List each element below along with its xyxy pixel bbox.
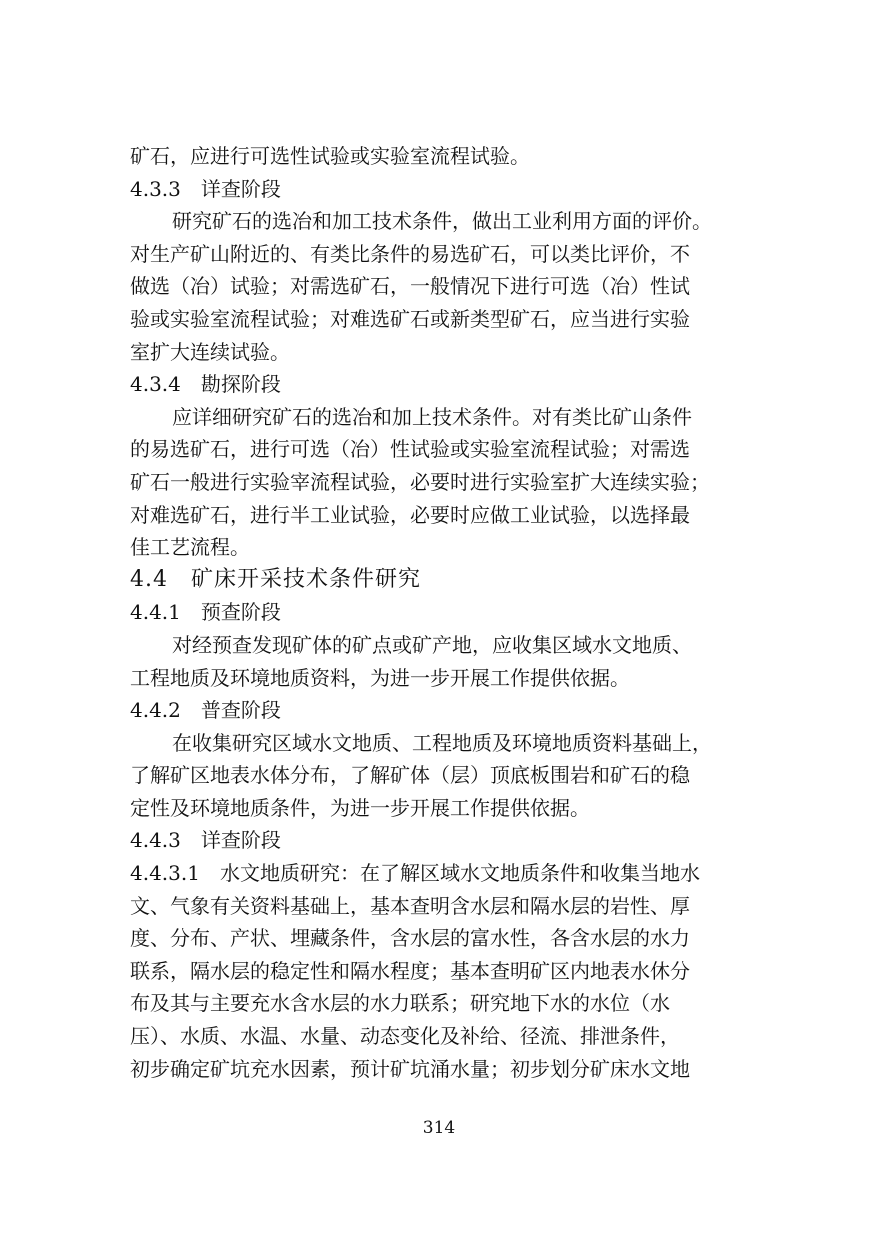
paragraph-first-line: 应详细研究矿石的选冶和加上技术条件。对有类比矿山条件 [172, 404, 692, 429]
paragraph-first-line: 在收集研究区域水文地质、工程地质及环境地质资料基础上， [172, 730, 712, 755]
subsection-heading: 4.3.4 勘探阶段 [130, 372, 281, 397]
subsection-heading: 4.4.1 预查阶段 [130, 600, 281, 625]
body-text [130, 140, 746, 1085]
text-line: 联系，隔水层的稳定性和隔水程度；基本查明矿区内地表水休分 [130, 958, 690, 983]
text-line: 初步确定矿坑充水因素，预计矿坑涌水量；初步划分矿床水文地 [130, 1056, 690, 1081]
text-line: 定性及环境地质条件，为进一步开展工作提供依据。 [130, 795, 590, 820]
text-line: 做选（冶）试验；对需选矿石，一般情况下进行可选（冶）性试 [130, 274, 690, 299]
paragraph-first-line: 研究矿石的选冶和加工技术条件，做出工业利用方面的评价。 [172, 209, 712, 234]
text-line: 室扩大连续试验。 [130, 339, 290, 364]
text-line: 对难选矿石，进行半工业试验，必要时应做工业试验，以选择最 [130, 502, 690, 527]
text-line: 对生产矿山附近的、有类比条件的易选矿石，可以类比评价，不 [130, 241, 690, 266]
text-line: 佳工艺流程。 [130, 535, 250, 560]
text-line: 压）、水质、水温、水量、动态变化及补给、径流、排泄条件， [130, 1024, 680, 1049]
text-line: 验或实验室流程试验；对难选矿石或新类型矿石，应当进行实验 [130, 306, 690, 331]
paragraph-first-line: 对经预查发现矿体的矿点或矿产地，应收集区域水文地质、 [172, 632, 692, 657]
text-line: 的易选矿石，进行可选（冶）性试验或实验室流程试验；对需选 [130, 437, 690, 462]
subsection-heading: 4.4.3 详查阶段 [130, 828, 281, 853]
text-line: 度、分布、产状、埋藏条件，含水层的富水性，各含水层的水力 [130, 926, 690, 951]
text-line: 布及其与主要充水含水层的水力联系；研究地下水的水位（水 [130, 991, 670, 1016]
page-number: 314 [422, 1118, 456, 1138]
text-line: 工程地质及环境地质资料，为进一步开展工作提供依据。 [130, 665, 630, 690]
text-line: 矿石一般进行实验宰流程试验，必要时进行实验室扩大连续实验； [130, 469, 710, 494]
subsection-heading: 4.4.2 普查阶段 [130, 698, 281, 723]
text-line: 文、气象有关资料基础上，基本查明含水层和隔水层的岩性、厚 [130, 893, 690, 918]
text-line: 矿石，应进行可选性试验或实验室流程试验。 [130, 144, 530, 168]
text-line: 了解矿区地表水体分布，了解矿体（层）顶底板围岩和矿石的稳 [130, 763, 690, 788]
subsection-heading: 4.3.3 详查阶段 [130, 176, 281, 201]
paragraph-first-line: 4.4.3.1 水文地质研究：在了解区域水文地质条件和收集当地水 [130, 861, 700, 886]
section-heading: 4.4 矿床开采技术条件研究 [130, 566, 421, 592]
